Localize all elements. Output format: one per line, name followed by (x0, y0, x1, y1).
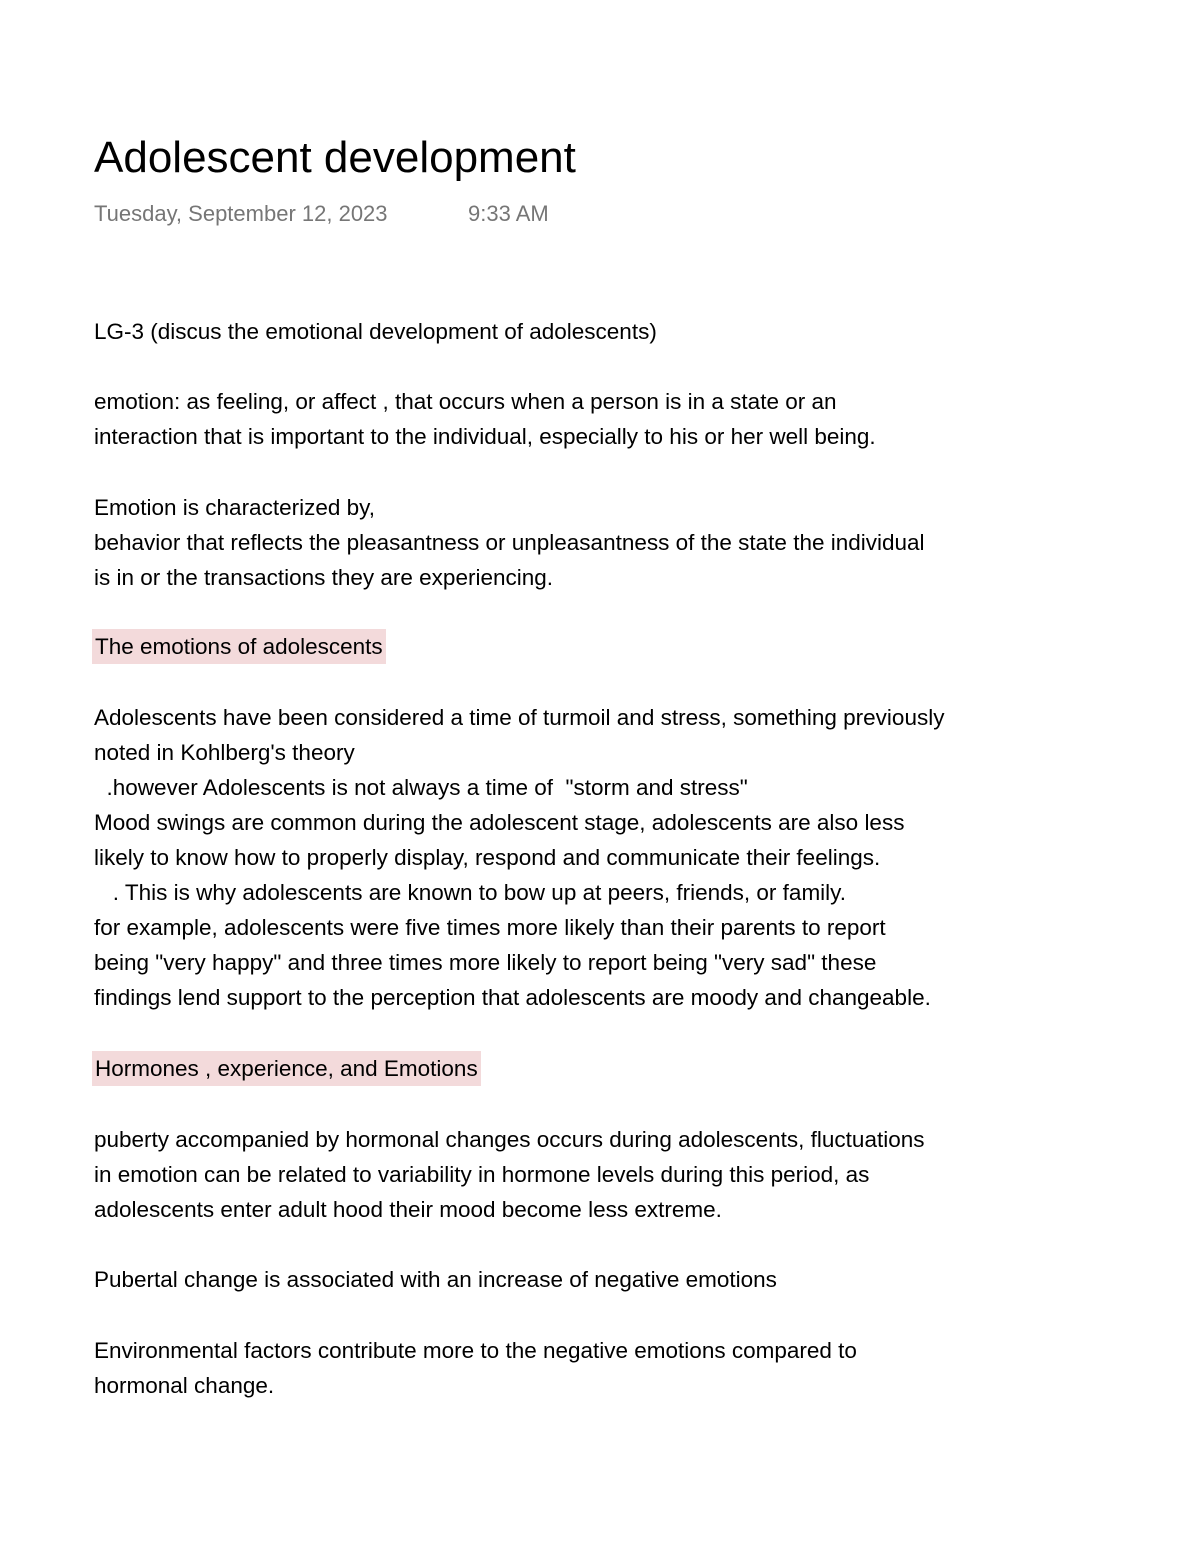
page-time: 9:33 AM (468, 201, 549, 226)
paragraph-line: hormonal change. (94, 1373, 275, 1398)
section-heading-emotions (94, 629, 1104, 664)
section-body-emotions (94, 700, 1104, 1015)
page-timestamp (94, 198, 549, 230)
paragraph-line: . This is why adolescents are known to bow up at peers, friends, or family. (94, 880, 847, 905)
lg-heading-text: LG-3 (discus the emotional development of adolescents) (94, 319, 657, 344)
paragraph-line: adolescents enter adult hood their mood become less extreme. (94, 1197, 722, 1222)
paragraph-line: noted in Kohlberg's theory (94, 740, 355, 765)
section-heading-hormones (94, 1051, 1104, 1086)
paragraph-line: Mood swings are common during the adolescent stage, adolescents are also less (94, 810, 905, 835)
paragraph-line: Emotion is characterized by, (94, 495, 375, 520)
paragraph-line: .however Adolescents is not always a time of "storm and stress" (94, 775, 748, 800)
paragraph-line: behavior that reflects the pleasantness or unpleasantness of the state the individual (94, 530, 925, 555)
learning-goal-heading (94, 314, 1104, 349)
paragraph-line: interaction that is important to the individual, especially to his or her well being. (94, 424, 876, 449)
paragraph-line: likely to know how to properly display, respond and communicate their feelings. (94, 845, 881, 870)
emotion-characterized (94, 490, 1104, 595)
highlighted-heading: The emotions of adolescents (92, 629, 386, 664)
paragraph-line: Pubertal change is associated with an increase of negative emotions (94, 1267, 777, 1292)
paragraph-line: Adolescents have been considered a time of turmoil and stress, something previously (94, 705, 945, 730)
paragraph-line: in emotion can be related to variability in hormone levels during this period, as (94, 1162, 870, 1187)
paragraph-line: emotion: as feeling, or affect , that occurs when a person is in a state or an (94, 389, 837, 414)
page-title: Adolescent development (94, 133, 576, 182)
section-body-hormones (94, 1122, 1104, 1227)
emotion-definition (94, 384, 1104, 454)
paragraph-line: is in or the transactions they are experiencing. (94, 565, 553, 590)
highlighted-heading: Hormones , experience, and Emotions (92, 1051, 481, 1086)
paragraph-line: findings lend support to the perception that adolescents are moody and changeable. (94, 985, 931, 1010)
paragraph-line: for example, adolescents were five times more likely than their parents to report (94, 915, 886, 940)
paragraph-line: puberty accompanied by hormonal changes occurs during adolescents, fluctuations (94, 1127, 925, 1152)
page-date: Tuesday, September 12, 2023 (94, 201, 388, 226)
pubertal-change-paragraph (94, 1262, 1104, 1297)
paragraph-line: Environmental factors contribute more to the negative emotions compared to (94, 1338, 857, 1363)
paragraph-line: being "very happy" and three times more likely to report being "very sad" these (94, 950, 877, 975)
environmental-factors-paragraph (94, 1333, 1104, 1403)
